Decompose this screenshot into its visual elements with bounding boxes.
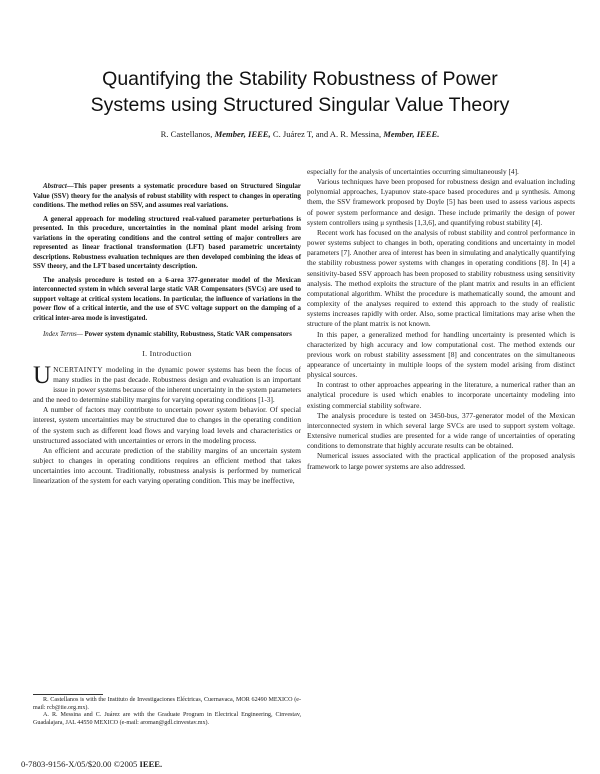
- intro-paragraph-1: [33, 361, 301, 406]
- right-paragraph-1: Various techniques have been proposed for robustness design and evaluation including polynomial approaches, Lyapunov state-space based procedures and μ synthesis. Among them, the SSV framework proposed by Doyle [5] has been used to assess various aspects of power system performance and design. These include primarily the design of power system controllers using μ synthesis [1,3,6], and quantifying robust stability [4].: [307, 177, 575, 227]
- copyright-org: IEEE.: [139, 759, 163, 769]
- index-terms-lead: Index Terms—: [43, 331, 83, 338]
- left-column: [33, 182, 301, 487]
- title-line-2: Systems using Structured Singular Value Theory: [90, 94, 510, 116]
- abstract-paragraph-1: [33, 182, 301, 211]
- intro-smallcaps: NCERTAINTY: [53, 364, 103, 374]
- title-line-1: Quantifying the Stability Robustness of Power: [102, 68, 498, 90]
- right-paragraph-2: Recent work has focused on the analysis of robust stability and control performance in power systems subject to changes in both, operating conditions and uncertainty in model parameters [7]. Another area of interest has been in simulating and analytically quantifying the stability robustness power systems with changes in operating conditions [8]. In [4] a sensitivity-based SSV approach has been proposed to stability robustness using sensitivity analysis. The method exploits the structure of the plant matrix and results in an efficient computational algorithm. Whilst the procedure is mathematically sound, the amount and complexity of the analyses required to extend this approach to the study of realistic systems increases rapidly with order. Also, some practical limitations may arise when the structure of the plant matrix is not known.: [307, 227, 575, 329]
- abstract-p1-text: —This paper presents a systematic procedure based on Structured Singular Value (SSV) theory for the analysis of robust stability with respect to changes in operating conditions. The method relies on SSV, and assumes real variations.: [33, 183, 301, 209]
- intro-paragraph-2: A number of factors may contribute to uncertain power system behavior. Of special interest, system uncertainties may be structured due to changes in the operating condition of the system such as different load flows and varying load levels and characteristics or unstructured associated with uncertainties or errors in the modeling process.: [33, 405, 301, 445]
- index-terms: [33, 330, 301, 340]
- section-heading-introduction: I. Introduction: [142, 348, 192, 358]
- author-1-role: Member, IEEE,: [214, 129, 271, 139]
- right-column: [307, 167, 575, 472]
- abstract-paragraph-3: The analysis procedure is tested on a 6-area 377-generator model of the Mexican interconnected system in which several large static VAR Compensators (SVCs) are used to support voltage at critical system locations. In particular, the influence of variations in the power flow of a critical intertie, and the use of SVC voltage support on the damping of a critical inter-area mode is investigated.: [33, 276, 301, 322]
- intro-p1-rest: modeling in the dynamic power systems has been the focus of many studies in the past decade. Robustness design and evaluation is an important issue in power systems because of the inherent uncertainty in the system parameters and the need to determine stability margins for varying operating conditions [1-3].: [33, 364, 301, 405]
- right-paragraph-0: especially for the analysis of uncertainties occurring simultaneously [4].: [307, 167, 519, 176]
- right-paragraph-4: In contrast to other approaches appearing in the literature, a numerical rather than an analytical procedure is used which enables to incorporate uncertainty modeling into existing commercial stability software.: [307, 380, 575, 410]
- author-3-role: Member, IEEE.: [383, 129, 440, 139]
- right-paragraph-6: Numerical issues associated with the practical application of the proposed analysis framework to large power systems are also addressed.: [307, 451, 575, 471]
- abstract-paragraph-2: A general approach for modeling structured real-valued parameter perturbations is presented. In this procedure, uncertainties in the nominal plant model arising from variations in the operating conditions and the control setting of major controllers are represented as linear fractional transformation (LFT) based parametric uncertainty descriptions. Robustness evaluation techniques are then developed combining the ideas of SSV theory, and the LFT based uncertainty description.: [33, 215, 301, 270]
- author-line: [0, 129, 600, 139]
- paper-title: [0, 66, 600, 118]
- abstract-lead: Abstract: [43, 183, 67, 190]
- author-2-3: C. Juárez T, and A. R. Messina,: [272, 129, 382, 139]
- right-paragraph-5: The analysis procedure is tested on 3450-bus, 377-generator model of the Mexican interconnected system in which several large SVCs are used to support system voltage. Extensive numerical studies are presented for a wide range of uncertainties of operating conditions to demonstrate that highly accurate results can be obtained.: [307, 410, 575, 451]
- author-1: R. Castellanos,: [160, 129, 213, 139]
- footnote-1: R. Castellanos is with the Instituto de Investigaciones Eléctricas, Cuernavaca, MOR 62490 MEXICO (e-mail: rcb@iie.org.mx).: [33, 697, 301, 711]
- footnote-divider: [33, 694, 103, 695]
- right-paragraph-3: In this paper, a generalized method for handling uncertainty is presented which is characterized by high accuracy and low computational cost. The method extends our previous work on robust stability assessment [8] and concentrates on the simultaneous appearance of uncertainty in multiple loops of the system model arising from distinct physical sources.: [307, 329, 575, 380]
- copyright-line: [21, 759, 162, 769]
- index-terms-text: Power system dynamic stability, Robustness, Static VAR compensators: [82, 331, 292, 338]
- copyright-text: 0-7803-9156-X/05/$20.00 ©2005: [21, 759, 138, 769]
- footnotes: [33, 697, 301, 728]
- drop-cap: U: [33, 361, 52, 389]
- intro-paragraph-3: An efficient and accurate prediction of the stability margins of an uncertain system subject to changes in operating conditions requires an efficient method that takes uncertainties into account. Traditionally, robustness analysis is performed by numerical linearization of the system for each varying operating condition. This may be ineffective,: [33, 445, 301, 486]
- footnote-2: A. R. Messina and C. Juárez are with the Graduate Program in Electrical Engineering, Cinvestav, Guadalajara, JAL 44550 MEXICO (e-mail: aroman@gdl.cinvestav.mx).: [33, 712, 301, 727]
